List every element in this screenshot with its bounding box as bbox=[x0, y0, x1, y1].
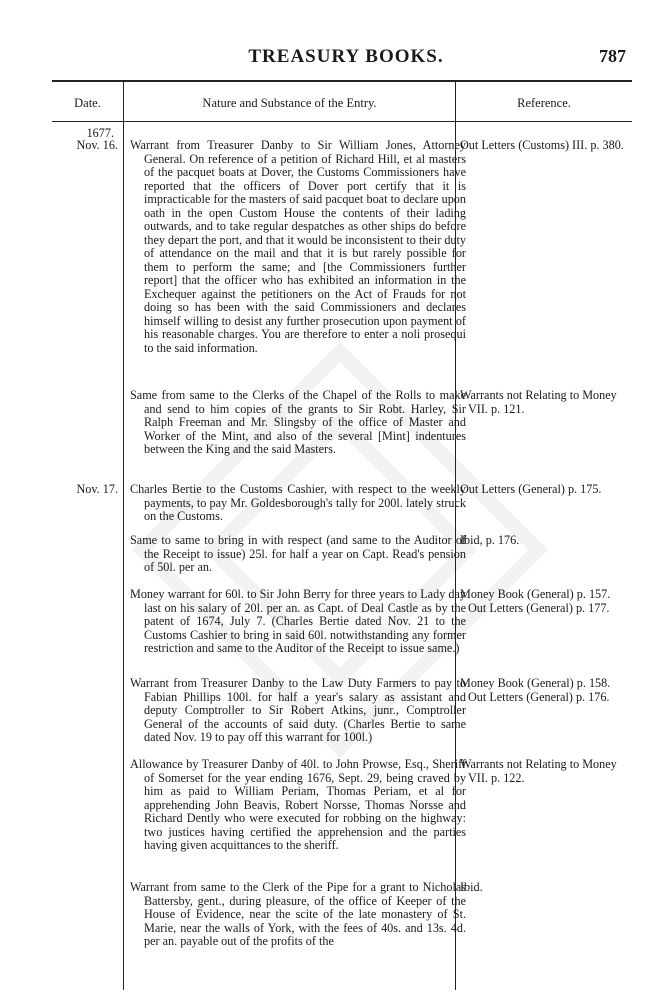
entry-text: Same from same to the Clerks of the Chapel of the Rolls to make and send to him copies of the grants to Sir Robt. Harley, Sir Ralph Freeman and Mr. Slingsby of the office of Master and Worker of the Mint, and also of the several [Mint] indentures between the King and the said Masters. bbox=[130, 388, 466, 456]
column-header-reference: Reference. bbox=[517, 96, 571, 110]
table-top-rule bbox=[52, 80, 632, 82]
column-header-date: Date. bbox=[74, 96, 101, 110]
entry-reference: Money Book (General) p. 158. Out Letters (General) p. 176. bbox=[460, 676, 611, 704]
date-year: 1677. bbox=[86, 126, 114, 140]
entry-text: Allowance by Treasurer Danby of 40l. to John Prowse, Esq., Sheriff of Somerset for the year ending 1676, Sept. 29, being craved by him as paid to William Periam, Thomas Periam, et al for apprehending John Beavis, Robert Norsse, Thomas Norsse and Richard Dently who were executed for robbing on the highway: two justices having certified the apprehension and the parties having given acquittances to the sheriff. bbox=[130, 757, 466, 852]
page-number: 787 bbox=[599, 46, 626, 66]
entry-text: Warrant from Treasurer Danby to the Law Duty Farmers to pay to Fabian Phillips 100l. for half a year's salary as assistant and deputy Comptroller to Sir Robert Atkins, junr., Comptroller General of the accounts of said duty. (Charles Bertie to same dated Nov. 19 to pay off this warrant for 100l.) bbox=[130, 676, 466, 744]
entry-text: Warrant from Treasurer Danby to Sir William Jones, Attorney General. On reference of a petition of Richard Hill, et al masters of the pacquet boats at Dover, the Customs Commissioners have reported that the officers of Dover port certify that it is impracticable for the masters of said pacquet boat to declare upon oath in the open Custom House the contents of their lading outwards, and to take regular despatches as other ships do before they depart the port, and that it would be inconsistent to their duty of attendance on the mail and that it is but rarely possible for them to perform the same; and [the Commissioners further report] that the officer who has exhibited an information in the Exchequer against the petitioners on the Act of Frauds for not doing so has been with the said Commissioners and declares himself willing to desist any further prosecution upon payment of his reasonable charges. You are therefore to enter a noli prosequi to the said information. bbox=[130, 138, 466, 355]
entry-reference: Out Letters (Customs) III. p. 380. bbox=[460, 138, 624, 152]
date-nov-17: Nov. 17. bbox=[76, 482, 118, 496]
entry-reference: Out Letters (General) p. 175. bbox=[460, 482, 602, 496]
column-header-nature: Nature and Substance of the Entry. bbox=[202, 96, 377, 110]
entry-text: Same to same to bring in with respect (and same to the Auditor of the Receipt to issue) 25l. for half a year on Capt. Read's pension of 50l. per an. bbox=[130, 533, 466, 574]
running-header bbox=[66, 46, 626, 72]
entry-text: Warrant from same to the Clerk of the Pipe for a grant to Nicholas Battersby, gent., during pleasure, of the office of Keeper of the House of Evidence, near the scite of the late monastery of St. Marie, near the walls of York, with the fees of 40s. and 13s. 4d. per an. payable out of the profits of the bbox=[130, 880, 466, 948]
entry-reference: Money Book (General) p. 157. Out Letters (General) p. 177. bbox=[460, 587, 611, 615]
date-nov-16: Nov. 16. bbox=[76, 138, 118, 152]
entry-reference: Warrants not Relating to Money VII. p. 121. bbox=[460, 388, 617, 416]
entry-text: Money warrant for 60l. to Sir John Berry for three years to Lady day last on his salary of 20l. per an. as Capt. of Deal Castle as by the patent of 1674, July 7. (Charles Bertie dated Nov. 21 to the Customs Cashier to bring in said 60l. notwithstanding any former restriction and same to the Auditor of the Receipt to issue same.) bbox=[130, 587, 466, 655]
entry-text: Charles Bertie to the Customs Cashier, with respect to the weekly payments, to pay Mr. Goldesborough's tally for 200l. lately struck on the Customs. bbox=[130, 482, 466, 523]
entry-reference: Warrants not Relating to Money VII. p. 122. bbox=[460, 757, 617, 785]
table-header-rule bbox=[52, 121, 632, 122]
entry-reference: Ibid, p. 176. bbox=[460, 533, 520, 547]
column-divider-left bbox=[123, 80, 124, 990]
entry-reference: Ibid. bbox=[460, 880, 483, 894]
running-title: TREASURY BOOKS. bbox=[248, 46, 444, 67]
